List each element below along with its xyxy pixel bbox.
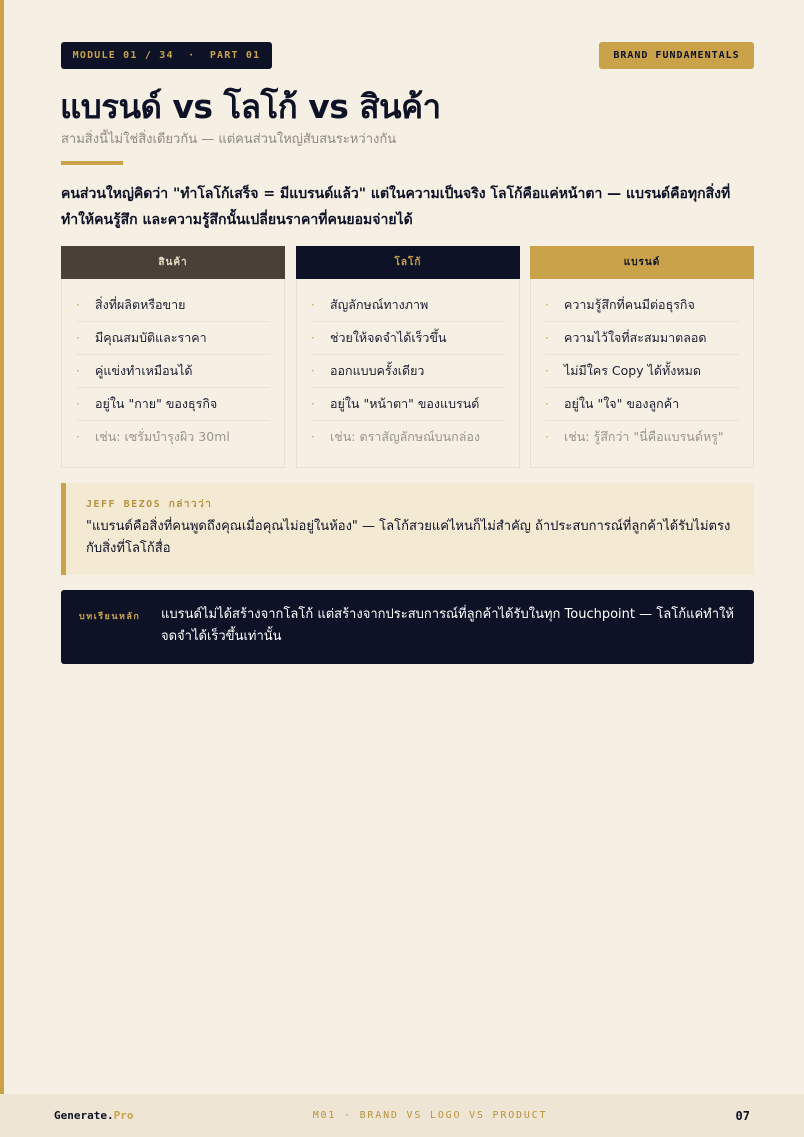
module-badge: MODULE 01 / 34 · PART 01 bbox=[61, 42, 272, 69]
list-item: · ความรู้สึกที่คนมีต่อธุรกิจ bbox=[545, 289, 739, 322]
list-item: · อยู่ใน "หน้าตา" ของแบรนด์ bbox=[311, 388, 505, 421]
key-lesson-label: บทเรียนหลัก bbox=[79, 612, 141, 622]
page-title: แบรนด์ vs โลโก้ vs สินค้า bbox=[60, 87, 441, 126]
list-item: · สัญลักษณ์ทางภาพ bbox=[311, 289, 505, 322]
bullet-icon: · bbox=[545, 397, 549, 411]
bullet-icon: · bbox=[76, 430, 80, 444]
bullet-icon: · bbox=[76, 331, 80, 345]
card-product-header: สินค้า bbox=[61, 246, 285, 279]
footer-section-label: M01 · BRAND VS LOGO VS PRODUCT bbox=[312, 1110, 548, 1121]
quote-attribution: JEFF BEZOS กล่าวว่า bbox=[86, 499, 213, 510]
list-item: · อยู่ใน "กาย" ของธุรกิจ bbox=[76, 388, 270, 421]
list-item: · ช่วยให้จดจำได้เร็วขึ้น bbox=[311, 322, 505, 355]
page-footer bbox=[0, 1094, 804, 1137]
page-number: 07 bbox=[735, 1108, 750, 1123]
title-underline bbox=[61, 161, 123, 165]
left-accent-rule bbox=[0, 0, 4, 1094]
bullet-icon: · bbox=[311, 430, 315, 444]
card-brand-header: แบรนด์ bbox=[530, 246, 754, 279]
footer-brand-logo: Generate.Pro bbox=[54, 1109, 134, 1122]
card-product bbox=[61, 246, 285, 468]
list-item-example: · เช่น: ตราสัญลักษณ์บนกล่อง bbox=[311, 421, 505, 453]
card-logo-list bbox=[297, 279, 519, 453]
list-item: · คู่แข่งทำเหมือนได้ bbox=[76, 355, 270, 388]
card-brand bbox=[530, 246, 754, 468]
card-logo-header: โลโก้ bbox=[296, 246, 520, 279]
bullet-icon: · bbox=[545, 430, 549, 444]
list-item: · ออกแบบครั้งเดียว bbox=[311, 355, 505, 388]
bullet-icon: · bbox=[545, 298, 549, 312]
bullet-icon: · bbox=[311, 331, 315, 345]
bullet-icon: · bbox=[311, 397, 315, 411]
bullet-icon: · bbox=[545, 364, 549, 378]
card-product-list bbox=[62, 279, 284, 453]
quote-text: "แบรนด์คือสิ่งที่คนพูดถึงคุณเมื่อคุณไม่อยู่ในห้อง" — โลโก้สวยแค่ไหนก็ไม่สำคัญ ถ้าประสบการณ์ที่ลูกค้าได้รับไม่ตรงกับสิ่งที่โลโก้สื่อ bbox=[86, 519, 731, 556]
card-brand-list bbox=[531, 279, 753, 453]
category-tag: BRAND FUNDAMENTALS bbox=[599, 42, 754, 69]
bullet-icon: · bbox=[311, 364, 315, 378]
key-lesson-text: แบรนด์ไม่ได้สร้างจากโลโก้ แต่สร้างจากประสบการณ์ที่ลูกค้าได้รับในทุก Touchpoint — โลโก้แค่ทำให้จดจำได้เร็วขึ้นเท่านั้น bbox=[161, 607, 734, 644]
bullet-icon: · bbox=[76, 364, 80, 378]
list-item: · อยู่ใน "ใจ" ของลูกค้า bbox=[545, 388, 739, 421]
key-lesson-box bbox=[61, 590, 754, 664]
lead-paragraph: คนส่วนใหญ่คิดว่า "ทำโลโก้เสร็จ = มีแบรนด์แล้ว" แต่ในความเป็นจริง โลโก้คือแค่หน้าตา — แบรนด์คือทุกสิ่งที่ทำให้คนรู้สึก และความรู้สึกนั้นเปลี่ยนราคาที่คนยอมจ่ายได้ bbox=[61, 186, 731, 228]
list-item: · ความไว้ใจที่สะสมมาตลอด bbox=[545, 322, 739, 355]
bullet-icon: · bbox=[76, 397, 80, 411]
quote-box bbox=[61, 483, 754, 575]
list-item: · ไม่มีใคร Copy ได้ทั้งหมด bbox=[545, 355, 739, 388]
bullet-icon: · bbox=[545, 331, 549, 345]
list-item: · มีคุณสมบัติและราคา bbox=[76, 322, 270, 355]
bullet-icon: · bbox=[311, 298, 315, 312]
list-item-example: · เช่น: รู้สึกว่า "นี่คือแบรนด์หรู" bbox=[545, 421, 739, 453]
list-item: · สิ่งที่ผลิตหรือขาย bbox=[76, 289, 270, 322]
bullet-icon: · bbox=[76, 298, 80, 312]
list-item-example: · เช่น: เซรั่มบำรุงผิว 30ml bbox=[76, 421, 270, 453]
page-subtitle: สามสิ่งนี้ไม่ใช่สิ่งเดียวกัน — แต่คนส่วนใหญ่สับสนระหว่างกัน bbox=[61, 132, 397, 147]
card-logo bbox=[296, 246, 520, 468]
